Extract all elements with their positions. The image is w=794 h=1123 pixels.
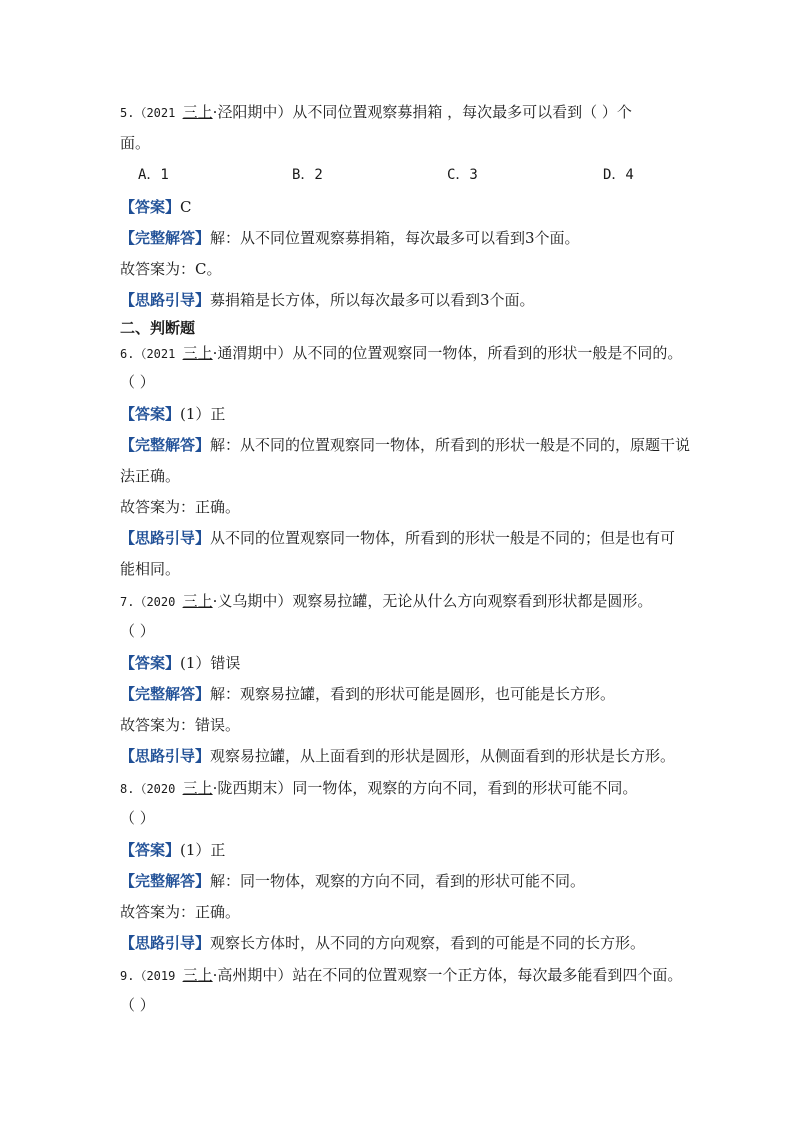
q8-idea-guide: 观察长方体时，从不同的方向观察，看到的可能是不同的长方形。 bbox=[210, 934, 646, 952]
q6-source-year: （2021 bbox=[134, 347, 183, 361]
q5-option-b: B．2 bbox=[292, 167, 323, 183]
q6-conclusion: 故答案为：正确。 bbox=[120, 498, 241, 516]
q7-full-solution: 解：观察易拉罐，看到的形状可能是圆形，也可能是长方形。 bbox=[210, 685, 616, 703]
q5-answer: C bbox=[180, 198, 192, 216]
q6-stem-text: 从不同的位置观察同一物体，所看到的形状一般是不同的。 bbox=[292, 344, 683, 362]
q5-answer-line bbox=[120, 197, 192, 217]
q6-conclusion-line bbox=[120, 497, 240, 517]
q7-answer-blank-line bbox=[120, 621, 155, 641]
q5-source-place: ·泾阳期中） bbox=[212, 103, 293, 121]
answer-tag: 【答案】 bbox=[120, 841, 181, 859]
q9-answer-blank: （ ） bbox=[120, 996, 155, 1014]
q6-number: 6. bbox=[120, 347, 135, 361]
q8-answer: (1）正 bbox=[180, 841, 226, 859]
q7-idea-guide: 观察易拉罐，从上面看到的形状是圆形，从侧面看到的形状是长方形。 bbox=[210, 747, 676, 765]
q7-conclusion-line bbox=[120, 715, 240, 735]
answer-tag: 【答案】 bbox=[120, 654, 181, 672]
full-solution-tag: 【完整解答】 bbox=[120, 229, 211, 247]
q5-stem-text: 从不同位置观察募捐箱 ，每次最多可以看到（ ）个 bbox=[292, 103, 632, 121]
section-heading-judgement: 二、判断题 bbox=[120, 319, 196, 337]
q6-full-solution-line1 bbox=[120, 435, 690, 455]
q7-source-grade: 三上 bbox=[182, 592, 213, 610]
q6-idea-line1 bbox=[120, 528, 675, 548]
q8-number: 8. bbox=[120, 782, 135, 796]
idea-guide-tag: 【思路引导】 bbox=[120, 934, 211, 952]
full-solution-tag: 【完整解答】 bbox=[120, 685, 211, 703]
q5-option-a: A．1 bbox=[138, 167, 169, 183]
q9-answer-blank-line bbox=[120, 995, 155, 1015]
q7-full-solution-line bbox=[120, 684, 615, 704]
q5-full-solution-line bbox=[120, 228, 580, 248]
q9-source-place: ·高州期中） bbox=[212, 966, 293, 984]
answer-tag: 【答案】 bbox=[120, 405, 181, 423]
q8-full-solution-line bbox=[120, 871, 585, 891]
q8-answer-line bbox=[120, 840, 225, 860]
q6-answer-line bbox=[120, 404, 225, 424]
q6-idea-guide-cont: 能相同。 bbox=[120, 560, 181, 578]
full-solution-tag: 【完整解答】 bbox=[120, 436, 211, 454]
q5-stem-text-cont: 面。 bbox=[120, 134, 151, 152]
q8-answer-blank-line bbox=[120, 808, 155, 828]
q7-number: 7. bbox=[120, 595, 135, 609]
q5-number: 5. bbox=[120, 106, 135, 120]
idea-guide-tag: 【思路引导】 bbox=[120, 529, 211, 547]
q6-full-solution-line2 bbox=[120, 466, 180, 486]
full-solution-tag: 【完整解答】 bbox=[120, 872, 211, 890]
q7-stem-text: 观察易拉罐，无论从什么方向观察看到形状都是圆形。 bbox=[292, 592, 653, 610]
q7-stem-line1 bbox=[120, 591, 652, 612]
q5-full-solution: 解：从不同位置观察募捐箱，每次最多可以看到3个面。 bbox=[210, 229, 580, 247]
q6-full-solution-cont: 法正确。 bbox=[120, 467, 181, 485]
q5-conclusion: 故答案为：C。 bbox=[120, 260, 222, 278]
q7-answer-blank: （ ） bbox=[120, 622, 155, 640]
q5-idea-guide: 募捐箱是长方体，所以每次最多可以看到3个面。 bbox=[210, 291, 535, 309]
q7-idea-line bbox=[120, 746, 675, 766]
q6-source-place: ·通渭期中） bbox=[212, 344, 293, 362]
q5-stem-line2 bbox=[120, 133, 150, 153]
idea-guide-tag: 【思路引导】 bbox=[120, 747, 211, 765]
q8-full-solution: 解：同一物体，观察的方向不同，看到的形状可能不同。 bbox=[210, 872, 586, 890]
idea-guide-tag: 【思路引导】 bbox=[120, 291, 211, 309]
q9-source-year: （2019 bbox=[134, 969, 183, 983]
q6-idea-line2 bbox=[120, 559, 180, 579]
q6-answer: (1）正 bbox=[180, 405, 226, 423]
q7-answer: (1）错误 bbox=[180, 654, 241, 672]
q9-stem-text: 站在不同的位置观察一个正方体，每次最多能看到四个面。 bbox=[292, 966, 683, 984]
q8-source-place: ·陇西期末） bbox=[212, 779, 293, 797]
q6-full-solution: 解：从不同的位置观察同一物体，所看到的形状一般是不同的，原题干说 bbox=[210, 436, 691, 454]
q6-source-grade: 三上 bbox=[182, 344, 213, 362]
q8-source-grade: 三上 bbox=[182, 779, 213, 797]
q5-option-c: C．3 bbox=[447, 167, 478, 183]
q6-stem-line1 bbox=[120, 343, 682, 364]
q7-source-year: （2020 bbox=[134, 595, 183, 609]
q5-option-d: D．4 bbox=[603, 167, 634, 183]
q5-source-grade: 三上 bbox=[182, 103, 213, 121]
q9-number: 9. bbox=[120, 969, 135, 983]
q7-conclusion: 故答案为：错误。 bbox=[120, 716, 241, 734]
q9-stem-line1 bbox=[120, 965, 682, 986]
q8-conclusion-line bbox=[120, 902, 240, 922]
q8-answer-blank: （ ） bbox=[120, 809, 155, 827]
q5-source-year: （2021 bbox=[134, 106, 183, 120]
q6-answer-blank-line bbox=[120, 372, 155, 392]
q5-conclusion-line bbox=[120, 259, 221, 279]
q7-answer-line bbox=[120, 653, 240, 673]
answer-tag: 【答案】 bbox=[120, 198, 181, 216]
q8-stem-line1 bbox=[120, 778, 637, 799]
q8-conclusion: 故答案为：正确。 bbox=[120, 903, 241, 921]
q9-source-grade: 三上 bbox=[182, 966, 213, 984]
q7-source-place: ·义乌期中） bbox=[212, 592, 293, 610]
q6-idea-guide: 从不同的位置观察同一物体，所看到的形状一般是不同的；但是也有可 bbox=[210, 529, 676, 547]
q8-idea-line bbox=[120, 933, 645, 953]
q6-answer-blank: （ ） bbox=[120, 373, 155, 391]
q5-idea-line bbox=[120, 290, 535, 310]
q8-stem-text: 同一物体，观察的方向不同，看到的形状可能不同。 bbox=[292, 779, 638, 797]
q8-source-year: （2020 bbox=[134, 782, 183, 796]
q5-stem-line1 bbox=[120, 102, 632, 123]
